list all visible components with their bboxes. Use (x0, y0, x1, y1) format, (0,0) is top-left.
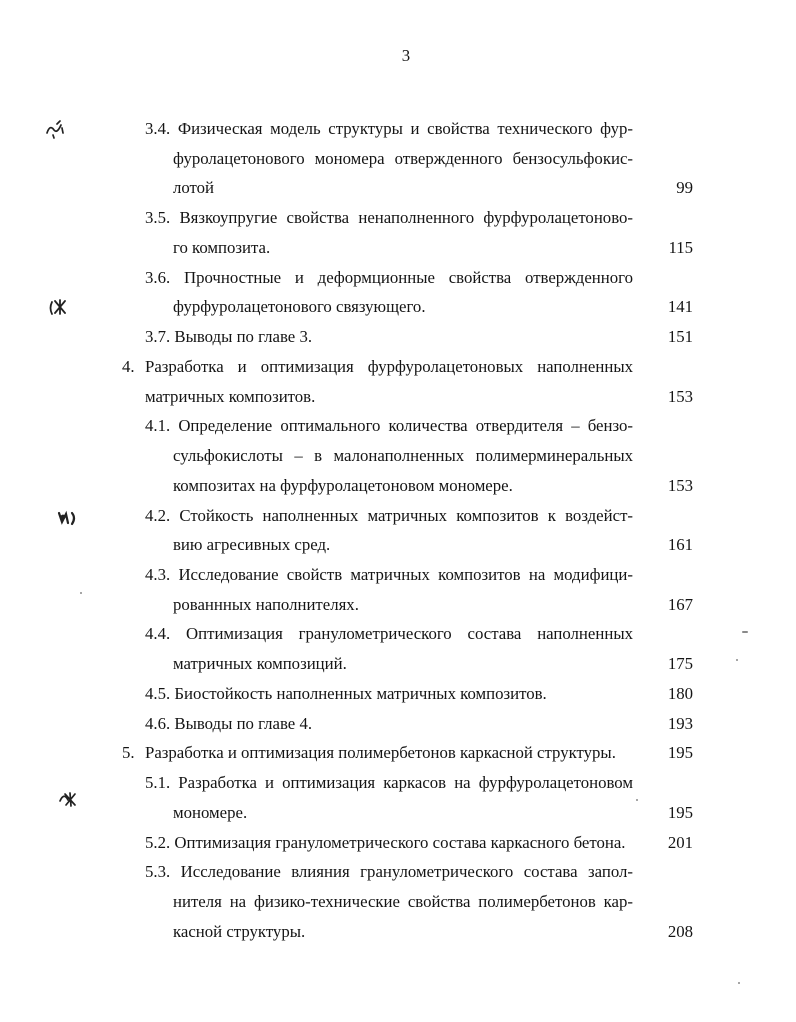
entry-number: 3.4. (145, 119, 171, 138)
page-ref: 195 (667, 802, 693, 822)
page-ref: 115 (668, 237, 693, 257)
page-ref: 195 (667, 743, 693, 763)
page-ref: 193 (667, 713, 693, 733)
entry-title-continued: мономере. (173, 802, 248, 822)
page-ref: 161 (667, 535, 693, 555)
entry-title: Физическая модель структуры и свойства технического фур- (177, 119, 634, 138)
entry-title-continued: композитах на фурфуролацетоновом мономере. (173, 475, 513, 495)
entry-number: 4.3. (145, 565, 171, 585)
entry-title: Выводы по главе 3. (174, 327, 313, 347)
entry-title-continued: фурфуролацетонового связующего. (173, 297, 426, 317)
toc-line (0, 471, 796, 501)
entry-title: Оптимизация гранулометрического состава каркасного бетона. (174, 832, 626, 852)
toc-line (0, 619, 796, 649)
entry-title: Стойкость наполненных матричных композитов к воздейст- (179, 505, 633, 525)
toc-line (0, 292, 796, 322)
entry-title: Определение оптимального количества отвердителя – бензо- (178, 416, 633, 436)
toc-entry (0, 679, 796, 709)
toc-line (0, 738, 796, 768)
entry-title-continued: рованнных наполнителях. (173, 594, 359, 614)
page-ref: 151 (667, 327, 693, 347)
entry-number: 4.1. (145, 416, 171, 436)
entry-title-continued: нителя на физико-технические свойства полимербетонов кар- (173, 892, 633, 912)
toc-line (0, 114, 796, 144)
toc-entry (0, 857, 796, 946)
toc-chapter (0, 738, 796, 768)
toc-chapter (0, 352, 796, 411)
toc-entry (0, 263, 796, 322)
entry-number: 3.7. (145, 327, 171, 347)
entry-number: 3.5. (145, 208, 171, 228)
page-number: 3 (401, 46, 411, 65)
entry-number: 5.1. (145, 773, 171, 793)
toc-line (0, 828, 796, 858)
toc-entry (0, 828, 796, 858)
entry-number: 4.4. (145, 624, 171, 644)
entry-title-continued: сульфокислоты – в малонаполненных полимерминеральных (173, 446, 633, 466)
entry-title-continued: матричных композиций. (173, 654, 347, 674)
entry-title: Выводы по главе 4. (174, 713, 313, 733)
chapter-title: Разработка и оптимизация полимербетонов каркасной структуры. (145, 743, 616, 763)
entry-number: 4.5. (145, 683, 171, 703)
chapter-title-continued: матричных композитов. (145, 386, 316, 406)
page-ref: 141 (667, 297, 693, 317)
toc-line (0, 233, 796, 263)
toc-line (0, 798, 796, 828)
toc-line (0, 917, 796, 947)
entry-title-continued: лотой (173, 178, 215, 198)
entry-title: Биостойкость наполненных матричных композитов. (174, 683, 547, 703)
toc-line (0, 530, 796, 560)
toc-entry (0, 709, 796, 739)
toc-line (0, 590, 796, 620)
entry-number: 4.6. (145, 713, 171, 733)
toc-entry (0, 619, 796, 678)
page-ref: 201 (667, 832, 693, 852)
toc-entry (0, 768, 796, 827)
table-of-contents (0, 114, 796, 947)
toc-line (0, 560, 796, 590)
toc-line (0, 887, 796, 917)
toc-line (0, 352, 796, 382)
toc-line (0, 501, 796, 531)
toc-entry (0, 203, 796, 262)
toc-line (0, 679, 796, 709)
chapter-number: 5. (122, 743, 135, 763)
entry-title: Прочностные и деформционные свойства отвержденного (183, 267, 633, 287)
toc-line (0, 649, 796, 679)
toc-line (0, 768, 796, 798)
page-ref: 99 (676, 178, 693, 198)
toc-line (0, 173, 796, 203)
entry-number: 5.2. (145, 832, 171, 852)
toc-line (0, 203, 796, 233)
toc-line (0, 441, 796, 471)
toc-line (0, 709, 796, 739)
toc-line (0, 411, 796, 441)
toc-line (0, 382, 796, 412)
entry-title: Разработка и оптимизация каркасов на фурфуролацетоновом (178, 773, 633, 793)
entry-title: Оптимизация гранулометрического состава наполненных (186, 624, 633, 644)
scan-speck (738, 982, 740, 984)
toc-line (0, 857, 796, 887)
toc-entry (0, 322, 796, 352)
entry-number: 3.6. (145, 267, 171, 287)
page-ref: 180 (667, 683, 693, 703)
toc-line (0, 322, 796, 352)
entry-title-continued: вию агресивных сред. (173, 535, 331, 555)
page-ref: 153 (667, 475, 693, 495)
entry-title: Вязкоупругие свойства ненаполненного фурфуролацетоново- (179, 208, 633, 228)
toc-line (0, 263, 796, 293)
page-ref: 153 (667, 386, 693, 406)
entry-title-continued: го композита. (173, 237, 271, 257)
entry-number: 4.2. (145, 505, 171, 525)
chapter-title: Разработка и оптимизация фурфуролацетоновых наполненных (145, 356, 633, 376)
entry-title: Исследование влияния гранулометрического состава запол- (180, 862, 634, 882)
toc-entry (0, 560, 796, 619)
page-ref: 175 (667, 654, 693, 674)
toc-line (0, 144, 796, 174)
entry-title: Исследование свойств матричных композитов на модифици- (178, 565, 633, 585)
entry-number: 5.3. (145, 862, 171, 882)
toc-entry (0, 411, 796, 500)
chapter-number: 4. (122, 356, 135, 376)
toc-entry (0, 501, 796, 560)
page-ref: 208 (667, 921, 693, 941)
entry-title-continued: фуролацетонового мономера отвержденного бензосульфокис- (173, 148, 633, 168)
entry-title-continued: касной структуры. (173, 921, 306, 941)
toc-entry (0, 114, 796, 203)
page-ref: 167 (667, 594, 693, 614)
